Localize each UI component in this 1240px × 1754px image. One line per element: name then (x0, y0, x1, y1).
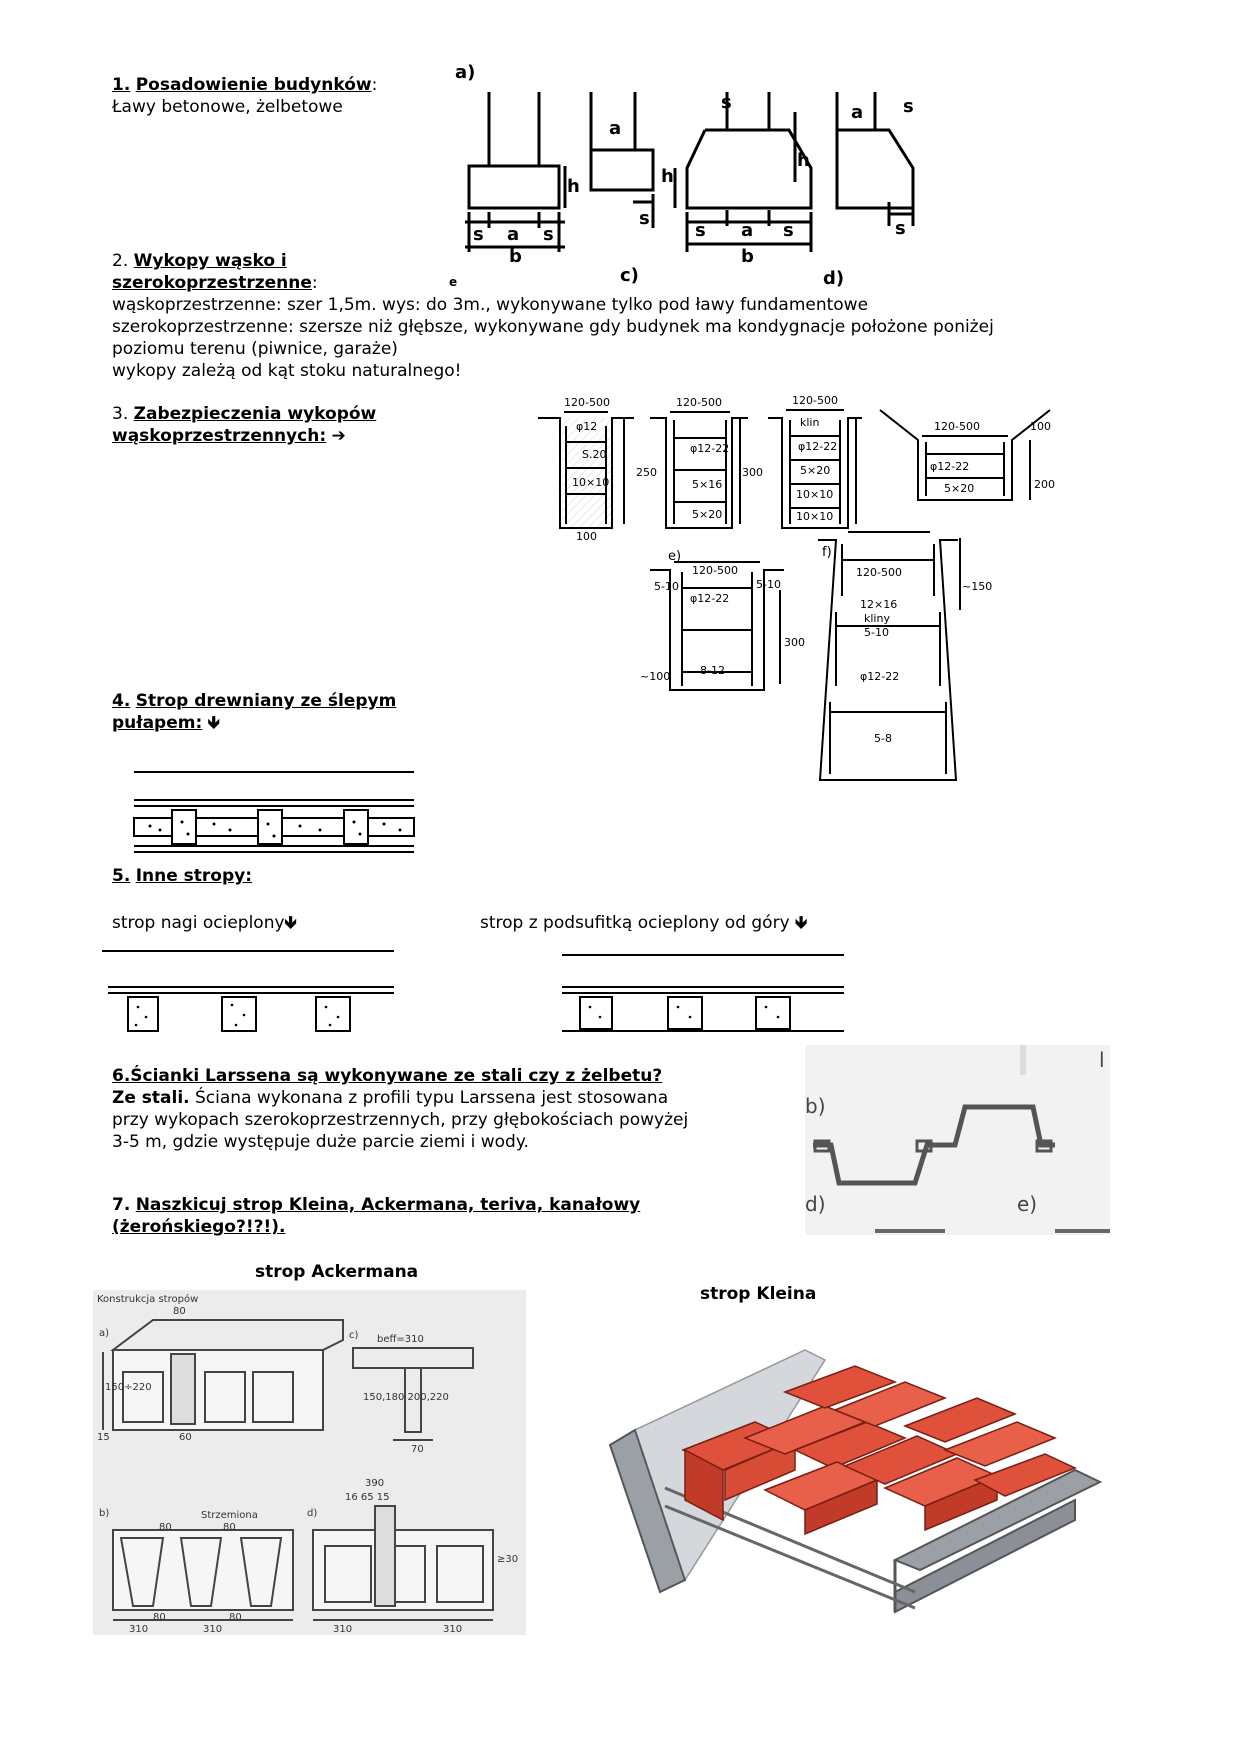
fig4-s-top: s (903, 96, 914, 117)
ack-230: ≥30 (497, 1554, 519, 1565)
section-1-title: Posadowienie budynków (135, 75, 372, 95)
ack-150: 150÷220 (105, 1382, 152, 1393)
ack-strzem: Strzemiona (201, 1510, 258, 1521)
lbl-8-12: 8-12 (700, 664, 725, 677)
lbl-5-10-b: 5-10 (756, 578, 781, 591)
arrow-down-icon: 🡻 (207, 713, 220, 733)
foundation-types-figure (449, 62, 935, 289)
section-5-number: 5. (112, 866, 131, 886)
lbl-10x10: 10×10 (572, 476, 610, 489)
ack-16: 16 65 15 (345, 1492, 390, 1503)
ack-80a: 80 (173, 1306, 186, 1317)
ack-80c: 80 (223, 1522, 236, 1533)
wooden-ceiling-figure (130, 760, 420, 855)
lbl-phi12-22-d: φ12-22 (690, 592, 730, 605)
fig3-h: h (661, 166, 674, 187)
lbl-phi12-22-a: φ12-22 (690, 442, 730, 455)
section-6-line-2: przy wykopach szerokoprzestrzennych, przy głębokościach powyżej (112, 1110, 689, 1130)
section-4-title-2: pułapem: (112, 713, 203, 733)
dim-120-500-b: 120-500 (676, 396, 722, 409)
klein-ceiling-figure (605, 1330, 1105, 1630)
lbl-klin: klin (800, 416, 820, 429)
ackerman-caption: strop Ackermana (255, 1262, 419, 1282)
ack-390: 390 (365, 1478, 385, 1489)
section-5-heading (112, 865, 252, 887)
section-7-title-2: (żerońskiego?!?!). (112, 1217, 286, 1237)
fig4-a: a (851, 102, 864, 123)
ack-d: d) (307, 1508, 318, 1519)
bare-ceiling-figure (100, 945, 400, 1035)
dim-120-500-f: 120-500 (856, 566, 902, 579)
section-2-number: 2. (112, 251, 129, 271)
section-2-line-2: szerokoprzestrzenne: szersze niż głębsze, wykonywane gdy budynek ma kondygnacje położone poniżej (112, 317, 994, 337)
section-6-heading: 6.Ścianki Larssena są wykonywane ze stali czy z żelbetu? (112, 1066, 663, 1086)
ack-150b: 150,180 200,220 (363, 1392, 449, 1403)
lbl-s20: S.20 (582, 448, 607, 461)
ack-80b: 80 (159, 1522, 172, 1533)
lbl-150: ~150 (962, 580, 993, 593)
lbl-5x20: 5×20 (692, 508, 723, 521)
ack-b: b) (99, 1508, 110, 1519)
fig1-s2: s (543, 224, 554, 245)
larssen-label-l: l (1099, 1048, 1105, 1072)
ack-a: a) (99, 1328, 110, 1339)
trench-shoring-figure (530, 390, 1090, 790)
fig1-label-a: a) (455, 62, 476, 83)
klein-caption: strop Kleina (700, 1284, 817, 1304)
fig1-b: b (509, 246, 522, 267)
section-3-title-1: Zabezpieczenia wykopów (133, 404, 377, 424)
section-3-title-2: wąskoprzestrzennych: (112, 426, 327, 446)
section-7-title-1: Naszkicuj strop Kleina, Ackermana, teriva, kanałowy (135, 1195, 641, 1215)
section-3-number: 3. (112, 404, 129, 424)
fig3-b: b (741, 246, 754, 267)
lbl-300-b: 300 (784, 636, 805, 649)
ack-310c: 310 (333, 1624, 353, 1635)
lbl-300: 300 (742, 466, 763, 479)
dim-120-500-d: 120-500 (934, 420, 980, 433)
section-2-heading (112, 250, 287, 272)
dim-120-500-e: 120-500 (692, 564, 738, 577)
section-6-answer (112, 1087, 668, 1109)
section-4-heading (112, 690, 396, 712)
larssen-sheet-pile-figure (805, 1045, 1110, 1235)
section-4-number: 4. (112, 691, 131, 711)
ack-header: Konstrukcja stropów (97, 1294, 199, 1305)
lbl-e: e) (668, 549, 682, 564)
section-4-title-1: Strop drewniany ze ślepym (135, 691, 397, 711)
lbl-10x10-c: 10×10 (796, 510, 834, 523)
suspended-ceiling-text: strop z podsufitką ocieplony od góry (480, 913, 790, 933)
ack-80d: 80 (153, 1612, 166, 1623)
section-7-heading-2 (112, 1216, 285, 1238)
lbl-phi12-22-b: φ12-22 (798, 440, 838, 453)
larssen-label-e: e) (1017, 1192, 1038, 1216)
fig3-a: a (741, 220, 754, 241)
section-1-number: 1. (112, 75, 131, 95)
fig4-s: s (895, 218, 906, 239)
section-3-heading (112, 403, 376, 425)
lbl-phi12: φ12 (576, 420, 598, 433)
lbl-10x10-b: 10×10 (796, 488, 834, 501)
suspended-ceiling-figure (560, 945, 850, 1035)
section-3-heading-2 (112, 425, 346, 447)
fig2-s: s (639, 208, 650, 229)
lbl-200: 200 (1034, 478, 1055, 491)
lbl-5x20-c: 5×20 (944, 482, 975, 495)
lbl-5-10-a: 5-10 (654, 580, 679, 593)
ackerman-ceiling-figure (93, 1290, 526, 1635)
section-1-colon: : (371, 75, 378, 95)
section-4-heading-2 (112, 712, 220, 734)
lbl-250: 250 (636, 466, 657, 479)
lbl-5-8: 5-8 (874, 732, 892, 745)
ack-80e: 80 (229, 1612, 242, 1623)
section-2-line-1: wąskoprzestrzenne: szer 1,5m. wys: do 3m., wykonywane tylko pod ławy fundamentowe (112, 295, 869, 315)
section-6-answer-rest: Ściana wykonana z profili typu Larssena jest stosowana (189, 1088, 669, 1108)
section-2-title-2: szerokoprzestrzenne (112, 273, 312, 293)
bare-ceiling-label (112, 912, 297, 934)
fig1-label-d: d) (823, 268, 845, 289)
dim-120-500-a: 120-500 (564, 396, 610, 409)
lbl-phi12-22-e: φ12-22 (860, 670, 900, 683)
section-2-title-1: Wykopy wąsko i (133, 251, 287, 271)
ack-c: c) (349, 1330, 359, 1341)
lbl-kliny: kliny (864, 612, 890, 625)
section-5-title: Inne stropy: (135, 866, 253, 886)
section-2-colon: : (311, 273, 318, 293)
section-2-line-4: wykopy zależą od kąt stoku naturalnego! (112, 361, 462, 381)
section-6-answer-bold: Ze stali. (112, 1088, 190, 1108)
section-1-text: Ławy betonowe, żelbetowe (112, 97, 343, 117)
fig2-a: a (609, 118, 622, 139)
fig1-h: h (567, 176, 580, 197)
bare-ceiling-text: strop nagi ocieplony (112, 913, 285, 933)
section-2-line-3: poziomu terenu (piwnice, garaże) (112, 339, 398, 359)
fig1-label-e: e (449, 275, 458, 289)
fig3-s-top: s (721, 92, 732, 113)
arrow-down-icon: 🡻 (284, 913, 297, 933)
lbl-f: f) (822, 545, 832, 560)
ack-310d: 310 (443, 1624, 463, 1635)
ack-beff: beff=310 (377, 1334, 424, 1345)
dim-120-500-c: 120-500 (792, 394, 838, 407)
fig3-s2: s (783, 220, 794, 241)
fig1-a: a (507, 224, 520, 245)
lbl-5-10-c: 5-10 (864, 626, 889, 639)
lbl-5x20-b: 5×20 (800, 464, 831, 477)
section-7-number: 7. (112, 1195, 131, 1215)
fig1-s1: s (473, 224, 484, 245)
section-1-heading (112, 74, 377, 96)
lbl-100-c: ~100 (640, 670, 671, 683)
lbl-100: 100 (576, 530, 597, 543)
lbl-12x16: 12×16 (860, 598, 898, 611)
section-6-line-3: 3-5 m, gdzie występuje duże parcie ziemi i wody. (112, 1132, 529, 1152)
section-7-heading (112, 1194, 640, 1216)
lbl-5x16: 5×16 (692, 478, 723, 491)
fig1-label-c: c) (620, 265, 639, 286)
ack-70: 70 (411, 1444, 424, 1455)
lbl-phi12-22-c: φ12-22 (930, 460, 970, 473)
lbl-100-b: 100 (1030, 420, 1051, 433)
arrow-right-icon: ➔ (331, 426, 346, 446)
section-2-heading-2 (112, 272, 318, 294)
fig3-s1: s (695, 220, 706, 241)
arrow-down-icon: 🡻 (795, 913, 808, 933)
larssen-label-d: d) (805, 1192, 826, 1216)
suspended-ceiling-label (480, 912, 807, 934)
ack-310a: 310 (129, 1624, 149, 1635)
fig3-h2: h (797, 150, 810, 171)
ack-60: 60 (179, 1432, 192, 1443)
larssen-label-b: b) (805, 1094, 826, 1118)
ack-15: 15 (97, 1432, 110, 1443)
ack-310b: 310 (203, 1624, 223, 1635)
